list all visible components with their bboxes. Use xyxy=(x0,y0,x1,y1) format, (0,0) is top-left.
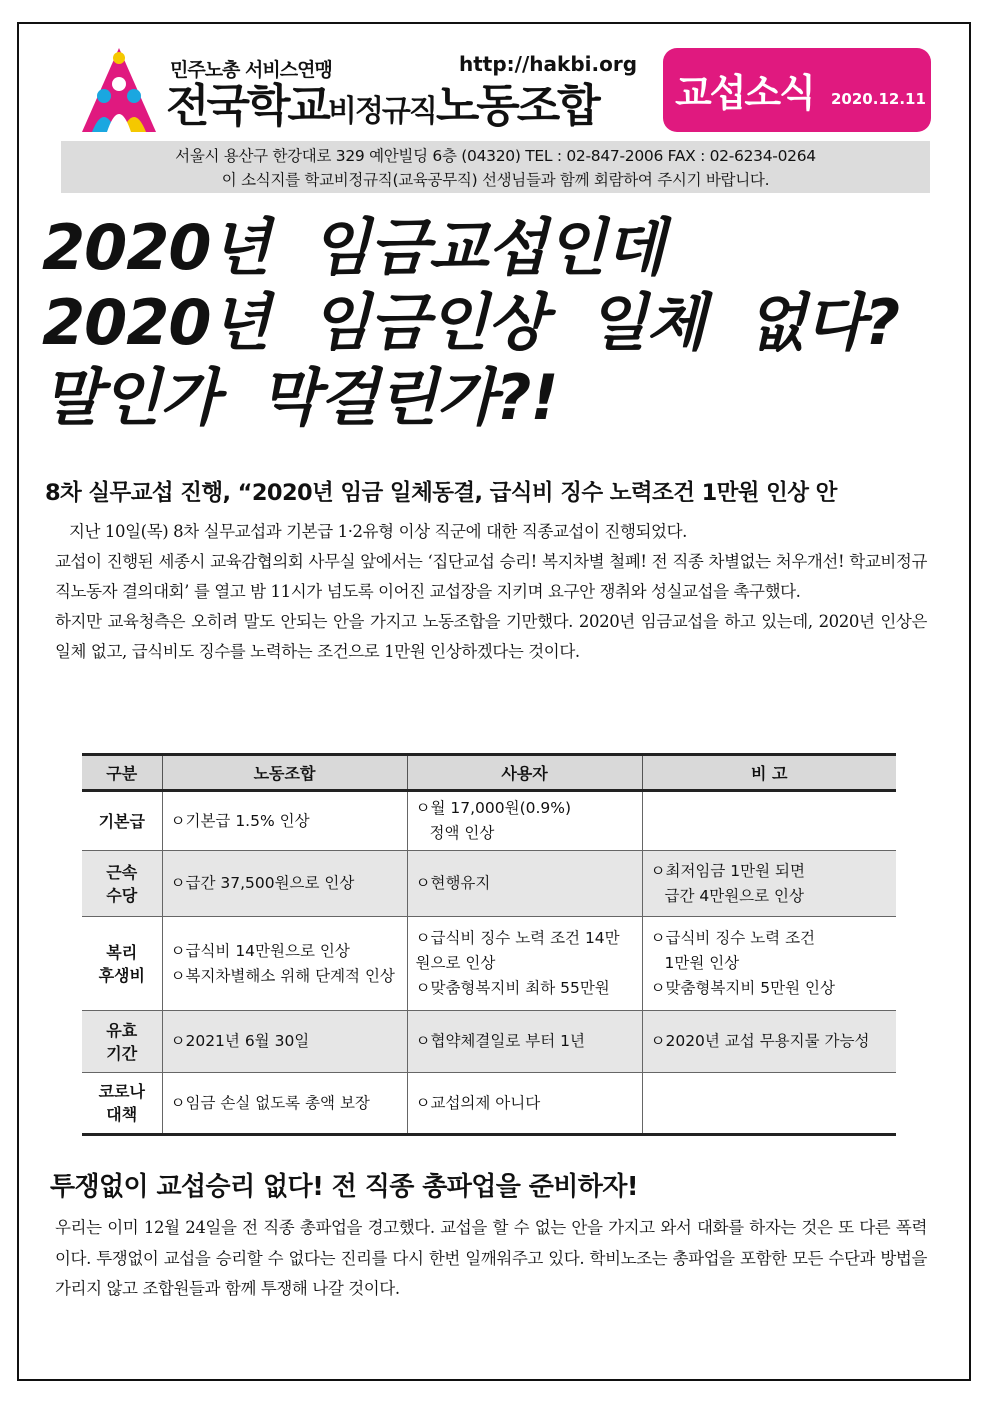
table-row xyxy=(82,851,896,917)
table-row xyxy=(82,791,896,851)
column-header: 사용자 xyxy=(407,755,642,791)
paragraph: 교섭이 진행된 세종시 교육감협의회 사무실 앞에서는 ‘집단교섭 승리! 복지차별 철폐! 전 직종 차별없는 처우개선! 학교비정규직노동자 결의대회’ 를 열고 밤 11시가 넘도록 이어진 교섭장을 지키며 요구안 쟁취와 성실교섭을 촉구했다. xyxy=(55,552,927,601)
note-cell xyxy=(642,791,896,851)
column-header: 비 고 xyxy=(642,755,896,791)
headline xyxy=(42,210,962,435)
table-row xyxy=(82,1011,896,1073)
row-category: 코로나 대책 xyxy=(82,1073,162,1135)
paragraph: 하지만 교육청측은 오히려 말도 안되는 안을 가지고 노동조합을 기만했다. 2020년 임금교섭을 하고 있는데, 2020년 인상은 일체 없고, 급식비도 징수를 노력하는 조건으로 1만원 인상하겠다는 것이다. xyxy=(55,612,927,661)
newsletter-date: 2020.12.11 xyxy=(831,90,926,108)
section-heading: 투쟁없이 교섭승리 없다! 전 직종 총파업을 준비하자! xyxy=(50,1172,639,1202)
note-cell: ㅇ급식비 징수 노력 조건 1만원 인상 ㅇ맞춤형복지비 5만원 인상 xyxy=(642,917,896,1011)
union-cell: ㅇ급간 37,500원으로 인상 xyxy=(162,851,407,917)
row-category: 기본급 xyxy=(82,791,162,851)
union-name: 전국학교비정규직노동조합 xyxy=(166,79,598,132)
circulate-line: 이 소식지를 학교비정규직(교육공무직) 선생님들과 함께 회람하여 주시기 바랍니다. xyxy=(221,171,770,189)
article-body xyxy=(55,517,927,667)
newsletter-badge xyxy=(663,48,931,132)
headline-line-3: 말인가 막걸린가?! xyxy=(42,361,558,434)
employer-cell: ㅇ현행유지 xyxy=(407,851,642,917)
address-band xyxy=(61,141,930,193)
subheading: 8차 실무교섭 진행, “2020년 임금 일체동결, 급식비 징수 노력조건 1만원 인상 안 xyxy=(45,480,837,506)
union-cell: ㅇ급식비 14만원으로 인상 ㅇ복지차별해소 위해 단계적 인상 xyxy=(162,917,407,1011)
row-category: 유효 기간 xyxy=(82,1011,162,1073)
federation-name: 민주노총 서비스연맹 xyxy=(170,59,332,81)
table-header-row xyxy=(82,755,896,791)
union-cell: ㅇ기본급 1.5% 인상 xyxy=(162,791,407,851)
row-category: 근속 수당 xyxy=(82,851,162,917)
headline-line-2: 2020년 임금인상 일체 없다? xyxy=(42,286,900,359)
table-row xyxy=(82,1073,896,1135)
newsletter-title: 교섭소식 xyxy=(675,71,814,115)
note-cell xyxy=(642,1073,896,1135)
employer-cell: ㅇ월 17,000원(0.9%) 정액 인상 xyxy=(407,791,642,851)
address-line: 서울시 용산구 한강대로 329 예안빌딩 6층 (04320) TEL : 02-847-2006 FAX : 02-6234-0264 xyxy=(175,147,816,165)
comparison-table xyxy=(82,753,896,1136)
employer-cell: ㅇ교섭의제 아니다 xyxy=(407,1073,642,1135)
union-cell: ㅇ2021년 6월 30일 xyxy=(162,1011,407,1073)
union-logo xyxy=(78,44,160,136)
note-cell: ㅇ2020년 교섭 무용지물 가능성 xyxy=(642,1011,896,1073)
note-cell: ㅇ최저임금 1만원 되면 급간 4만원으로 인상 xyxy=(642,851,896,917)
column-header: 노동조합 xyxy=(162,755,407,791)
headline-line-1: 2020년 임금교섭인데 xyxy=(42,211,664,284)
paragraph: 우리는 이미 12월 24일을 전 직종 총파업을 경고했다. 교섭을 할 수 없는 안을 가지고 와서 대화를 하자는 것은 또 다른 폭력이다. 투쟁없이 교섭을 승리할 수 없다는 진리를 다시 한번 일깨워주고 있다. 학비노조는 총파업을 포함한 모든 수단과 방법을 가리지 않고 조합원들과 함께 투쟁해 나갈 것이다. xyxy=(55,1218,927,1298)
website-link[interactable]: http://hakbi.org xyxy=(459,52,638,76)
employer-cell: ㅇ협약체결일로 부터 1년 xyxy=(407,1011,642,1073)
closing-paragraph xyxy=(55,1213,927,1305)
row-category: 복리 후생비 xyxy=(82,917,162,1011)
table-row xyxy=(82,917,896,1011)
column-header: 구분 xyxy=(82,755,162,791)
paragraph: 지난 10일(목) 8차 실무교섭과 기본급 1·2유형 이상 직군에 대한 직종교섭이 진행되었다. xyxy=(69,522,687,541)
employer-cell: ㅇ급식비 징수 노력 조건 14만원으로 인상 ㅇ맞춤형복지비 최하 55만원 xyxy=(407,917,642,1011)
union-cell: ㅇ임금 손실 없도록 총액 보장 xyxy=(162,1073,407,1135)
